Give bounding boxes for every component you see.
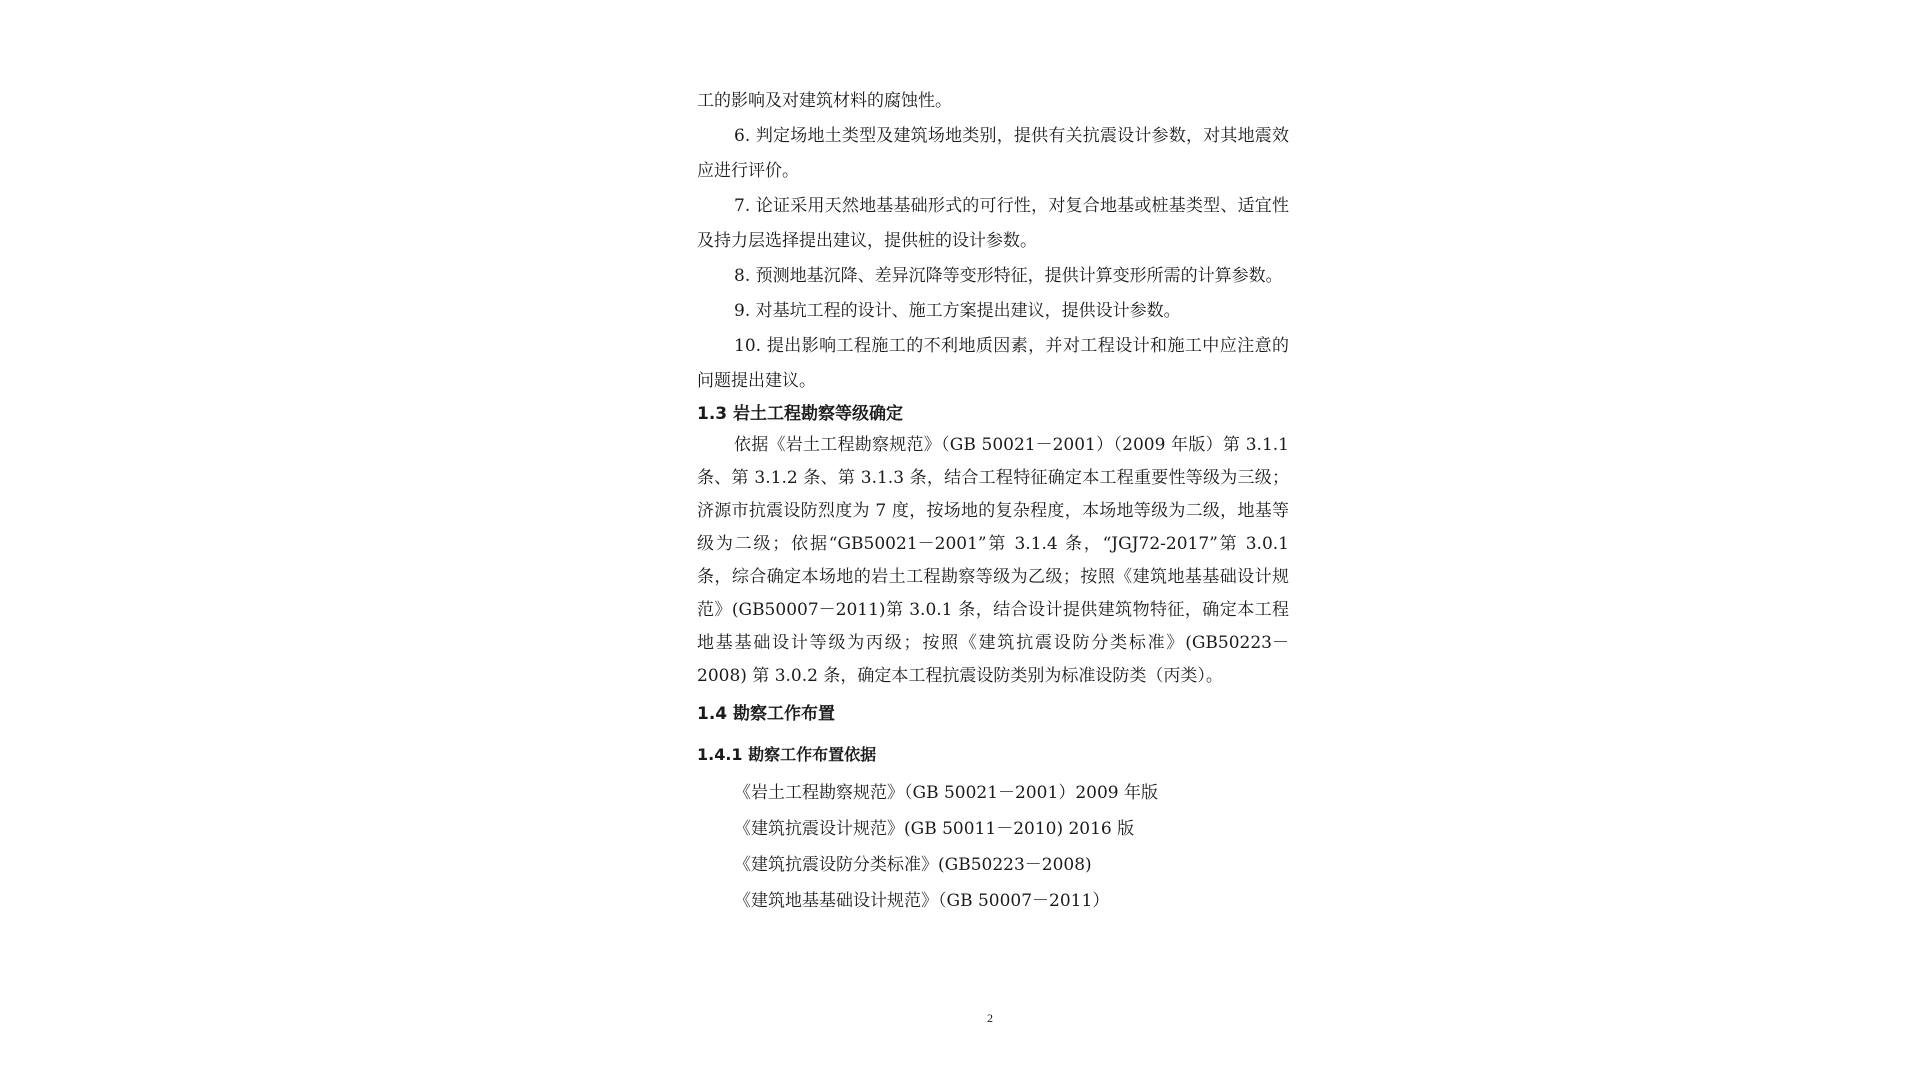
paragraph-item-9: 9. 对基坑工程的设计、施工方案提出建议，提供设计参数。 bbox=[734, 301, 1181, 321]
section-heading-1-4: 1.4 勘察工作布置 bbox=[697, 704, 836, 724]
reference-item: 《建筑抗震设防分类标准》(GB50223－2008) bbox=[734, 855, 1092, 875]
reference-item: 《建筑地基基础设计规范》（GB 50007－2011） bbox=[734, 891, 1110, 911]
paragraph-continuation: 工的影响及对建筑材料的腐蚀性。 bbox=[697, 91, 952, 111]
paragraph-item-7: 7. 论证采用天然地基基础形式的可行性，对复合地基或桩基类型、适宜性及持力层选择提出建议，提供桩的设计参数。 bbox=[697, 196, 1289, 251]
section-heading-1-3: 1.3 岩土工程勘察等级确定 bbox=[697, 404, 904, 424]
section-1-3-body: 依据《岩土工程勘察规范》（GB 50021－2001）（2009 年版）第 3.1.1 条、第 3.1.2 条、第 3.1.3 条，结合工程特征确定本工程重要性等级为三级；济源市抗震设防烈度为 7 度，按场地的复杂程度，本场地等级为二级，地基等级为二级；依据“GB50021－2001”第 3.1.4 条，“JGJ72-2017”第 3.0.1 条，综合确定本场地的岩土工程勘察等级为乙级；按照《建筑地基基础设计规范》(GB50007－2011)第 3.0.1 条，结合设计提供建筑物特征，确定本工程地基基础设计等级为丙级；按照《建筑抗震设防分类标准》(GB50223－2008) 第 3.0.2 条，确定本工程抗震设防类别为标准设防类（丙类）。 bbox=[697, 435, 1289, 686]
page-number: 2 bbox=[987, 1011, 993, 1025]
reference-item: 《岩土工程勘察规范》（GB 50021－2001）2009 年版 bbox=[734, 783, 1158, 803]
page-content bbox=[697, 84, 1289, 919]
paragraph-item-6: 6. 判定场地土类型及建筑场地类别，提供有关抗震设计参数，对其地震效应进行评价。 bbox=[697, 126, 1289, 181]
subsection-heading-1-4-1: 1.4.1 勘察工作布置依据 bbox=[697, 745, 877, 764]
paragraph-item-8: 8. 预测地基沉降、差异沉降等变形特征，提供计算变形所需的计算参数。 bbox=[734, 266, 1283, 286]
reference-item: 《建筑抗震设计规范》(GB 50011－2010) 2016 版 bbox=[734, 819, 1135, 839]
paragraph-item-10: 10. 提出影响工程施工的不利地质因素，并对工程设计和施工中应注意的问题提出建议。 bbox=[697, 336, 1289, 391]
